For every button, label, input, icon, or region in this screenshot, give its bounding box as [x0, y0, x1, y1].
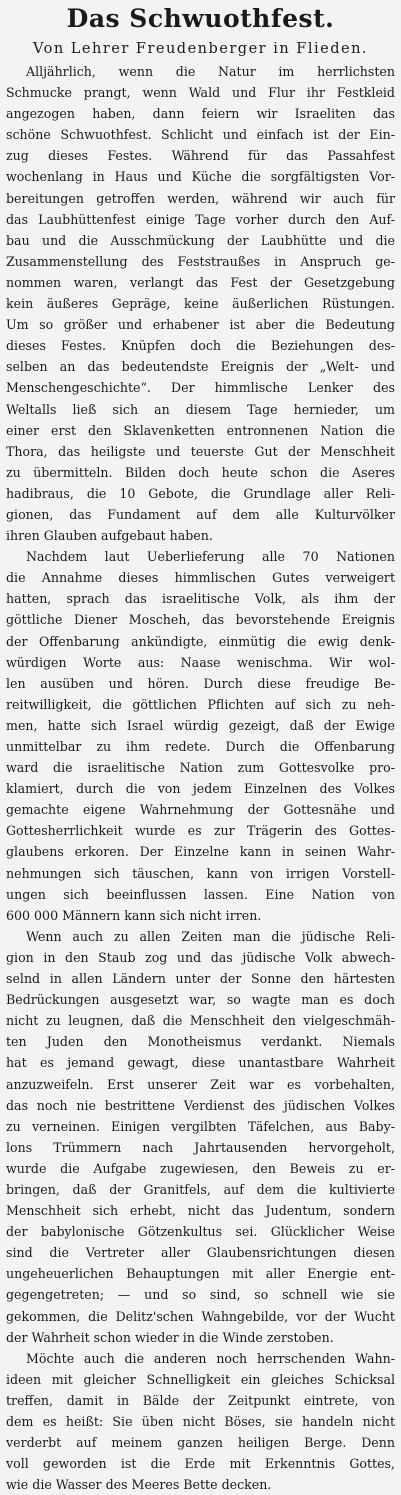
- article-line: gemachte eigene Wahrnehmung der Gottesnähe und: [6, 802, 395, 818]
- article-line: reitwilligkeit, die göttlichen Pflichten auf sich zu neh-: [6, 696, 395, 712]
- article-line: selben an das bedeutendste Ereignis der „Welt- und: [6, 359, 395, 375]
- article-line: nicht zu leugnen, daß die Menschheit den vielgeschmäh-: [6, 1013, 395, 1029]
- article-line: hat es jemand gewagt, diese unantastbare Wahrheit: [6, 1055, 395, 1071]
- article-line: Menschheit sich erhebt, nicht das Judentum, sondern: [6, 1203, 395, 1219]
- article-line: die Annahme dieses himmlischen Gutes verweigert: [6, 570, 395, 586]
- article-line: gekommen, die Delitz'schen Wahngebilde, vor der Wucht: [6, 1308, 395, 1324]
- article-line: bereitungen getroffen werden, während wir auch für: [6, 190, 395, 206]
- article-line: voll geworden ist die Erde mit Erkenntnis Gottes,: [6, 1456, 395, 1472]
- article-line: der babylonische Götzenkultus sei. Glücklicher Weise: [6, 1224, 395, 1240]
- article-line: Wenn auch zu allen Zeiten man die jüdische Reli-: [26, 928, 395, 944]
- article-line: 600 000 Männern kann sich nicht irren.: [6, 907, 262, 923]
- article-line: das noch nie bestrittene Verdienst des jüdischen Volkes: [6, 1097, 395, 1113]
- article-byline: Von Lehrer Freudenberger in Flieden.: [32, 41, 369, 57]
- article-line: ten Juden den Monotheismus verdankt. Niemals: [6, 1034, 395, 1050]
- article-body: [6, 61, 395, 1495]
- article-line: der Wahrheit schon wieder in die Winde zerstoben.: [6, 1329, 334, 1345]
- article-line: wie die Wasser des Meeres Bette decken.: [6, 1477, 272, 1493]
- article-line: treffen, damit in Bälde der Zeitpunkt eintrete, von: [6, 1392, 395, 1408]
- article-line: Schmucke prangt, wenn Wald und Flur ihr Festkleid: [6, 85, 395, 101]
- article-line: Thora, das heiligste und teuerste Gut der Menschheit: [6, 443, 395, 459]
- article-line: unmittelbar zu ihm redete. Durch die Offenbarung: [6, 739, 395, 754]
- article-line: nommen waren, verlangt das Fest der Gesetzgebung: [6, 274, 395, 290]
- article-line: Menschengeschichte“. Der himmlische Lenker des: [6, 380, 395, 396]
- article-line: glaubens erkoren. Der Einzelne kann in seinen Wahr-: [6, 844, 395, 860]
- article-line: nehmungen sich täuschen, kann von irrigen Vorstell-: [6, 865, 395, 881]
- article-line: verderbt auf meinem ganzen heiligen Berge. Denn: [6, 1435, 395, 1451]
- article-line: Bedrückungen ausgesetzt war, so wagte man es doch: [6, 992, 395, 1008]
- article-line: ward die israelitische Nation zum Gottesvolke pro-: [6, 760, 395, 776]
- article-line: hatten, sprach das israelitische Volk, als ihm der: [6, 591, 395, 607]
- article-line: Möchte auch die anderen noch herrschenden Wahn-: [26, 1350, 395, 1366]
- article-line: sind die Vertreter aller Glaubensrichtungen diesen: [6, 1245, 395, 1261]
- article-line: dieses Festes. Knüpfen doch die Beziehungen des-: [6, 338, 395, 354]
- article-line: bringen, daß der Granitfels, auf dem die kultivierte: [6, 1181, 395, 1197]
- article-line: gionen, das Fundament auf dem alle Kulturvölker: [6, 506, 395, 522]
- article-line: zu verneinen. Einigen vergilbten Täfelchen, aus Baby-: [6, 1118, 395, 1134]
- article-line: Alljährlich, wenn die Natur im herrlichsten: [26, 64, 395, 79]
- article-line: wochenlang in Haus und Küche die sorgfältigsten Vor-: [6, 169, 395, 185]
- article-line: das Laubhüttenfest einige Tage vorher durch den Auf-: [6, 211, 395, 227]
- article-line: anzuzweifeln. Erst unserer Zeit war es vorbehalten,: [6, 1076, 395, 1092]
- article-line: dem es heißt: Sie üben nicht Böses, sie handeln nicht: [6, 1414, 395, 1429]
- article-line: Zusammenstellung des Feststraußes in Anspruch ge-: [6, 253, 395, 269]
- article-line: zug dieses Festes. Während für das Passahfest: [6, 148, 395, 164]
- article-line: gegengetreten; — und so sind, so schnell wie sie: [6, 1287, 395, 1303]
- article-line: göttliche Diener Moscheh, das bevorstehende Ereignis: [6, 612, 395, 628]
- article-line: der Offenbarung ankündigte, einmütig die ewig denk-: [6, 633, 395, 649]
- article-line: klamiert, durch die von jedem Einzelnen des Volkes: [6, 781, 395, 797]
- article-line: Um so größer und erhabener ist aber die Bedeutung: [6, 317, 395, 333]
- article-line: len ausüben und hören. Durch diese freudige Be-: [6, 675, 395, 691]
- article-line: ungeheuerlichen Behauptungen mit aller Energie ent-: [6, 1266, 395, 1282]
- article-line: bau und die Ausschmückung der Laubhütte und die: [6, 232, 395, 248]
- article-line: Weltalls ließ sich an diesem Tage hernieder, um: [6, 401, 395, 417]
- article-line: ihren Glauben aufgebaut haben.: [6, 528, 213, 544]
- article-line: angezogen haben, dann feiern wir Israeliten das: [6, 106, 395, 122]
- article-line: hadibraus, die 10 Gebote, die Grundlage aller Reli-: [6, 485, 395, 501]
- article-line: schöne Schwuothfest. Schlicht und einfach ist der Ein-: [6, 127, 395, 143]
- article-line: selnd in allen Ländern unter der Sonne den härtesten: [6, 971, 395, 987]
- article-line: kein äußeres Gepräge, keine äußerlichen Rüstungen.: [6, 296, 395, 312]
- article-line: men, hatte sich Israel würdig gezeigt, daß der Ewige: [6, 717, 395, 733]
- article-line: einer erst den Sklavenketten entronnenen Nation die: [6, 422, 395, 438]
- article-line: lons Trümmern nach Jahrtausenden hervorgeholt,: [6, 1139, 395, 1155]
- article-line: ungen sich beeinflussen lassen. Eine Nation von: [6, 886, 395, 902]
- article-line: ideen mit gleicher Schnelligkeit ein gleiches Schicksal: [6, 1371, 395, 1387]
- article-line: zu übermitteln. Bilden doch heute schon die Aseres: [6, 464, 395, 480]
- article-line: gion in den Staub zog und das jüdische Volk abwech-: [6, 949, 395, 965]
- article-line: Gottesherrlichkeit wurde es zur Trägerin des Gottes-: [6, 823, 395, 839]
- article-title: Das Schwuothfest.: [66, 4, 335, 33]
- article-line: wurde die Aufgabe zugewiesen, den Beweis zu er-: [6, 1160, 395, 1176]
- article-line: würdigen Worte aus: Naase wenischma. Wir wol-: [6, 654, 395, 670]
- article-line: Nachdem laut Ueberlieferung alle 70 Nationen: [26, 549, 395, 565]
